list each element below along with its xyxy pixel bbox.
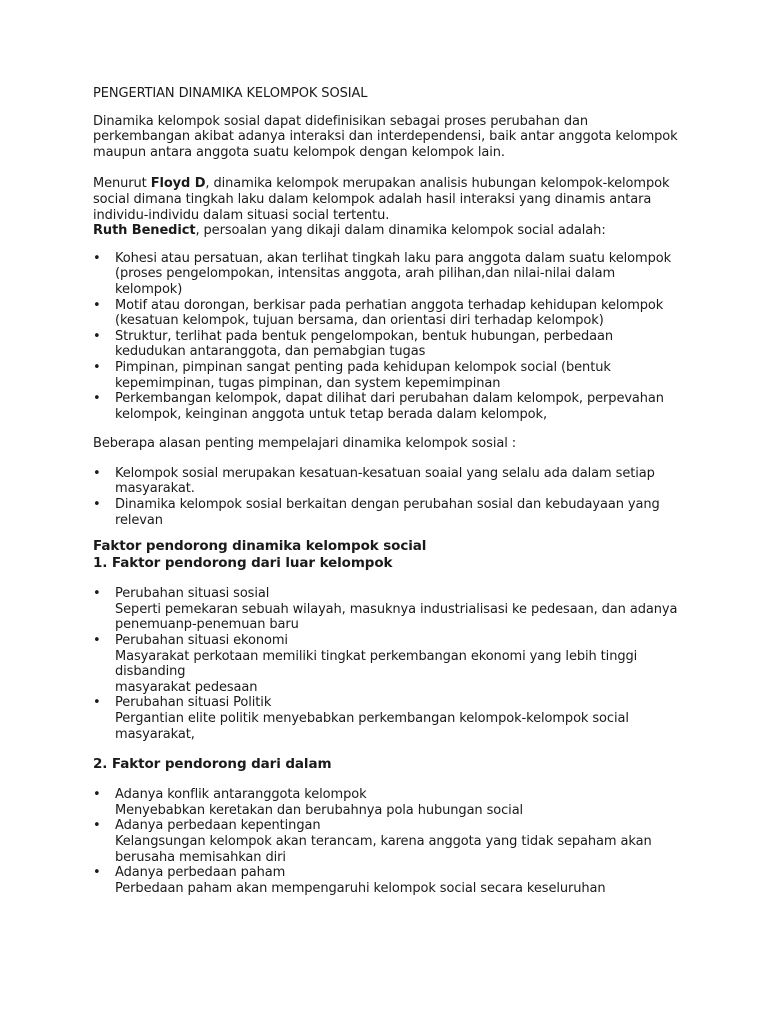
list-item: [93, 818, 683, 865]
intro-paragraph: Dinamika kelompok sosial dapat didefinisikan sebagai proses perubahan dan perkembangan akibat adanya interaksi dan interdependensi, baik antar anggota kelompok maupun antara anggota suatu kelompok dengan kelompok lain.: [93, 113, 678, 160]
item-title: • Perubahan situasi Politik: [115, 695, 272, 711]
item-title: • Adanya perbedaan paham: [115, 865, 286, 881]
reasons-list: [93, 466, 683, 528]
ruth-text: , persoalan yang dikaji dalam dinamika kelompok social adalah:: [195, 223, 606, 239]
list-item: • Kelompok sosial merupakan kesatuan-kesatuan soaial yang selalu ada dalam setiap masyarakat.: [93, 466, 683, 497]
list-item: [93, 695, 683, 742]
internal-list: [93, 787, 683, 896]
item-desc: Pergantian elite politik menyebabkan perkembangan kelompok-kelompok social masyarakat,: [115, 711, 629, 742]
item-desc-continued: masyarakat pedesaan: [115, 679, 258, 695]
list-item: [93, 633, 683, 695]
list-item: • Struktur, terlihat pada bentuk pengelompokan, bentuk hubungan, perbedaan kedudukan antaranggota, dan pemabgian tugas: [93, 329, 683, 360]
list-item: • Dinamika kelompok sosial berkaitan dengan perubahan sosial dan kebudayaan yang relevan: [93, 497, 683, 528]
item-title: • Perubahan situasi sosial: [115, 586, 270, 602]
list-item: [93, 787, 683, 818]
floyd-paragraph: [93, 176, 683, 223]
floyd-prefix: Menurut: [93, 176, 151, 192]
ruth-name: Ruth Benedict: [93, 223, 196, 239]
list-item: [93, 865, 683, 896]
factors-heading: Faktor pendorong dinamika kelompok social: [93, 538, 427, 555]
ruth-paragraph: [93, 223, 683, 239]
document-content: [93, 86, 683, 896]
list-item: • Motif atau dorongan, berkisar pada perhatian anggota terhadap kehidupan kelompok (kesatuan kelompok, tujuan bersama, dan orientasi diri terhadap kelompok): [93, 298, 683, 329]
list-item: [93, 586, 683, 633]
document-title: PENGERTIAN DINAMIKA KELOMPOK SOSIAL: [93, 86, 368, 101]
item-title: • Adanya konflik antaranggota kelompok: [115, 787, 367, 803]
ruth-list: [93, 251, 683, 423]
item-desc: Perbedaan paham akan mempengaruhi kelompok social secara keseluruhan: [115, 880, 606, 896]
item-desc: Kelangsungan kelompok akan terancam, karena anggota yang tidak sepaham akan berusaha memisahkan diri: [115, 833, 652, 865]
item-desc: Menyebabkan keretakan dan berubahnya pola hubungan social: [115, 802, 524, 818]
list-item: • Kohesi atau persatuan, akan terlihat tingkah laku para anggota dalam suatu kelompok (proses pengelompokan, intensitas anggota, arah pilihan,dan nilai-nilai dalam kelompok): [93, 251, 683, 298]
list-item: • Perkembangan kelompok, dapat dilihat dari perubahan dalam kelompok, perpevahan kelompok, keinginan anggota untuk tetap berada dalam kelompok,: [93, 391, 683, 422]
item-title: • Adanya perbedaan kepentingan: [115, 818, 321, 834]
item-title: • Perubahan situasi ekonomi: [115, 633, 288, 649]
floyd-text: , dinamika kelompok merupakan analisis hubungan kelompok-kelompok social dimana tingkah laku dalam kelompok adalah hasil interaksi yang dinamis antara individu-individu dalam situasi social tertentu.: [93, 176, 670, 223]
external-list: [93, 586, 683, 742]
reasons-intro: Beberapa alasan penting mempelajari dinamika kelompok sosial :: [93, 436, 517, 452]
item-desc: Masyarakat perkotaan memiliki tingkat perkembangan ekonomi yang lebih tinggi disbanding: [115, 648, 638, 680]
internal-heading: 2. Faktor pendorong dari dalam: [93, 756, 332, 773]
item-desc: Seperti pemekaran sebuah wilayah, masuknya industrialisasi ke pedesaan, dan adanya penemuanp-penemuan baru: [115, 601, 678, 633]
floyd-name: Floyd D: [150, 176, 206, 192]
list-item: • Pimpinan, pimpinan sangat penting pada kehidupan kelompok social (bentuk kepemimpinan, tugas pimpinan, dan system kepemimpinan: [93, 360, 683, 391]
external-heading: 1. Faktor pendorong dari luar kelompok: [93, 555, 393, 572]
